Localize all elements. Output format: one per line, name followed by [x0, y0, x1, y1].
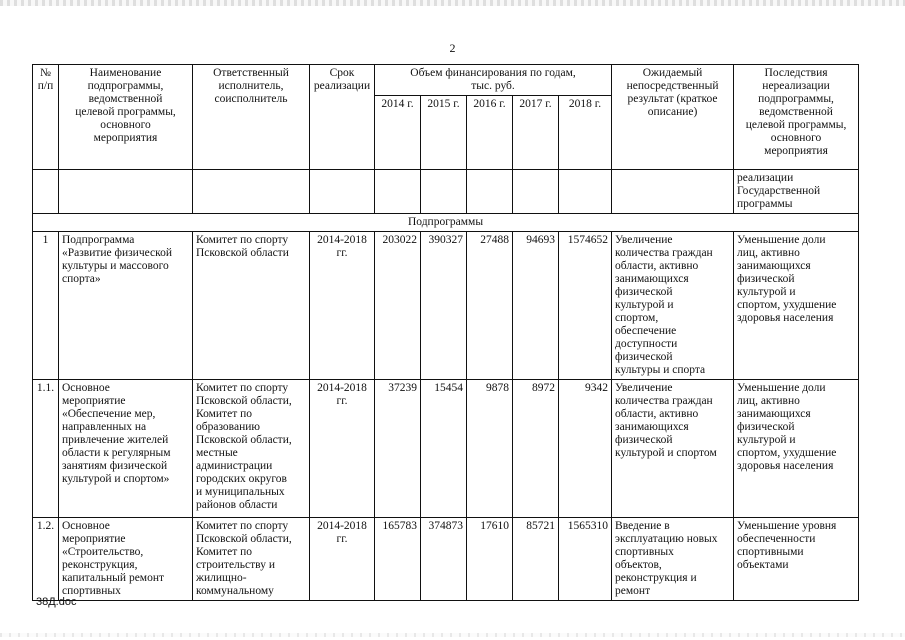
carryover-row	[33, 170, 859, 214]
row-result: Увеличение количества граждан области, активно занимающихся физической культурой и спортом, обеспечение доступности физической культуры и спорта	[612, 232, 734, 380]
row-result: Введение в эксплуатацию новых спортивных объектов, реконструкция и ремонт	[612, 518, 734, 601]
row-value-2015: 374873	[421, 518, 467, 601]
scan-edge-bottom	[0, 633, 905, 637]
carryover-cell	[310, 170, 375, 214]
table-row	[33, 380, 859, 518]
carryover-cell	[375, 170, 421, 214]
carryover-cell	[33, 170, 59, 214]
row-value-2014: 203022	[375, 232, 421, 380]
row-term: 2014-2018 гг.	[310, 232, 375, 380]
header-year-2014: 2014 г.	[375, 96, 421, 170]
carryover-cell	[421, 170, 467, 214]
row-value-2016: 27488	[467, 232, 513, 380]
row-value-2018: 1565310	[559, 518, 612, 601]
header-num: № п/п	[33, 65, 59, 170]
section-row	[33, 214, 859, 232]
header-term: Срок реализации	[310, 65, 375, 170]
row-num: 1.2.	[33, 518, 59, 601]
header-result: Ожидаемый непосредственный результат (краткое описание)	[612, 65, 734, 170]
row-value-2015: 15454	[421, 380, 467, 518]
section-title: Подпрограммы	[33, 214, 859, 232]
header-year-2016: 2016 г.	[467, 96, 513, 170]
table-row	[33, 232, 859, 380]
carryover-cell	[193, 170, 310, 214]
header-name: Наименование подпрограммы, ведомственной целевой программы, основного мероприятия	[59, 65, 193, 170]
row-num: 1.1.	[33, 380, 59, 518]
page-number: 2	[449, 41, 456, 55]
carryover-cell	[467, 170, 513, 214]
row-value-2014: 165783	[375, 518, 421, 601]
header-year-2017: 2017 г.	[513, 96, 559, 170]
row-consequences: Уменьшение доли лиц, активно занимающихся физической культурой и спортом, ухудшение здоровья населения	[734, 380, 859, 518]
header-year-2015: 2015 г.	[421, 96, 467, 170]
row-value-2017: 94693	[513, 232, 559, 380]
header-consequences: Последствия нереализации подпрограммы, ведомственной целевой программы, основного мероприятия	[734, 65, 859, 170]
header-responsible: Ответственный исполнитель, соисполнитель	[193, 65, 310, 170]
row-term: 2014-2018 гг.	[310, 380, 375, 518]
program-table	[32, 64, 859, 601]
row-num: 1	[33, 232, 59, 380]
row-name: Основное мероприятие «Обеспечение мер, направленных на привлечение жителей области к регулярным занятиям физической культурой и спортом»	[59, 380, 193, 518]
header-year-2018: 2018 г.	[559, 96, 612, 170]
carryover-cell	[559, 170, 612, 214]
row-value-2018: 9342	[559, 380, 612, 518]
header-financing: Объем финансирования по годам, тыс. руб.	[375, 65, 612, 96]
scan-edge-top	[0, 0, 905, 6]
table-row	[33, 518, 859, 601]
row-responsible: Комитет по спорту Псковской области, Комитет по строительству и жилищно- коммунальному	[193, 518, 310, 601]
row-value-2015: 390327	[421, 232, 467, 380]
row-consequences: Уменьшение доли лиц, активно занимающихся физической культурой и спортом, ухудшение здоровья населения	[734, 232, 859, 380]
carryover-cell	[612, 170, 734, 214]
row-responsible: Комитет по спорту Псковской области, Комитет по образованию Псковской области, местные администрации городских округов и муниципальных районов области	[193, 380, 310, 518]
row-name: Подпрограмма «Развитие физической культуры и массового спорта»	[59, 232, 193, 380]
footer-filename: 38Д.doc	[36, 596, 77, 608]
row-consequences: Уменьшение уровня обеспеченности спортивными объектами	[734, 518, 859, 601]
row-value-2016: 17610	[467, 518, 513, 601]
row-responsible: Комитет по спорту Псковской области	[193, 232, 310, 380]
row-name: Основное мероприятие «Строительство, реконструкция, капитальный ремонт спортивных	[59, 518, 193, 601]
row-value-2018: 1574652	[559, 232, 612, 380]
carryover-cell	[513, 170, 559, 214]
row-value-2016: 9878	[467, 380, 513, 518]
header-row	[33, 65, 859, 96]
row-value-2017: 85721	[513, 518, 559, 601]
carryover-cell	[59, 170, 193, 214]
row-result: Увеличение количества граждан области, активно занимающихся физической культурой и спортом	[612, 380, 734, 518]
row-term: 2014-2018 гг.	[310, 518, 375, 601]
row-value-2014: 37239	[375, 380, 421, 518]
carryover-consequences: реализации Государственной программы	[734, 170, 859, 214]
row-value-2017: 8972	[513, 380, 559, 518]
